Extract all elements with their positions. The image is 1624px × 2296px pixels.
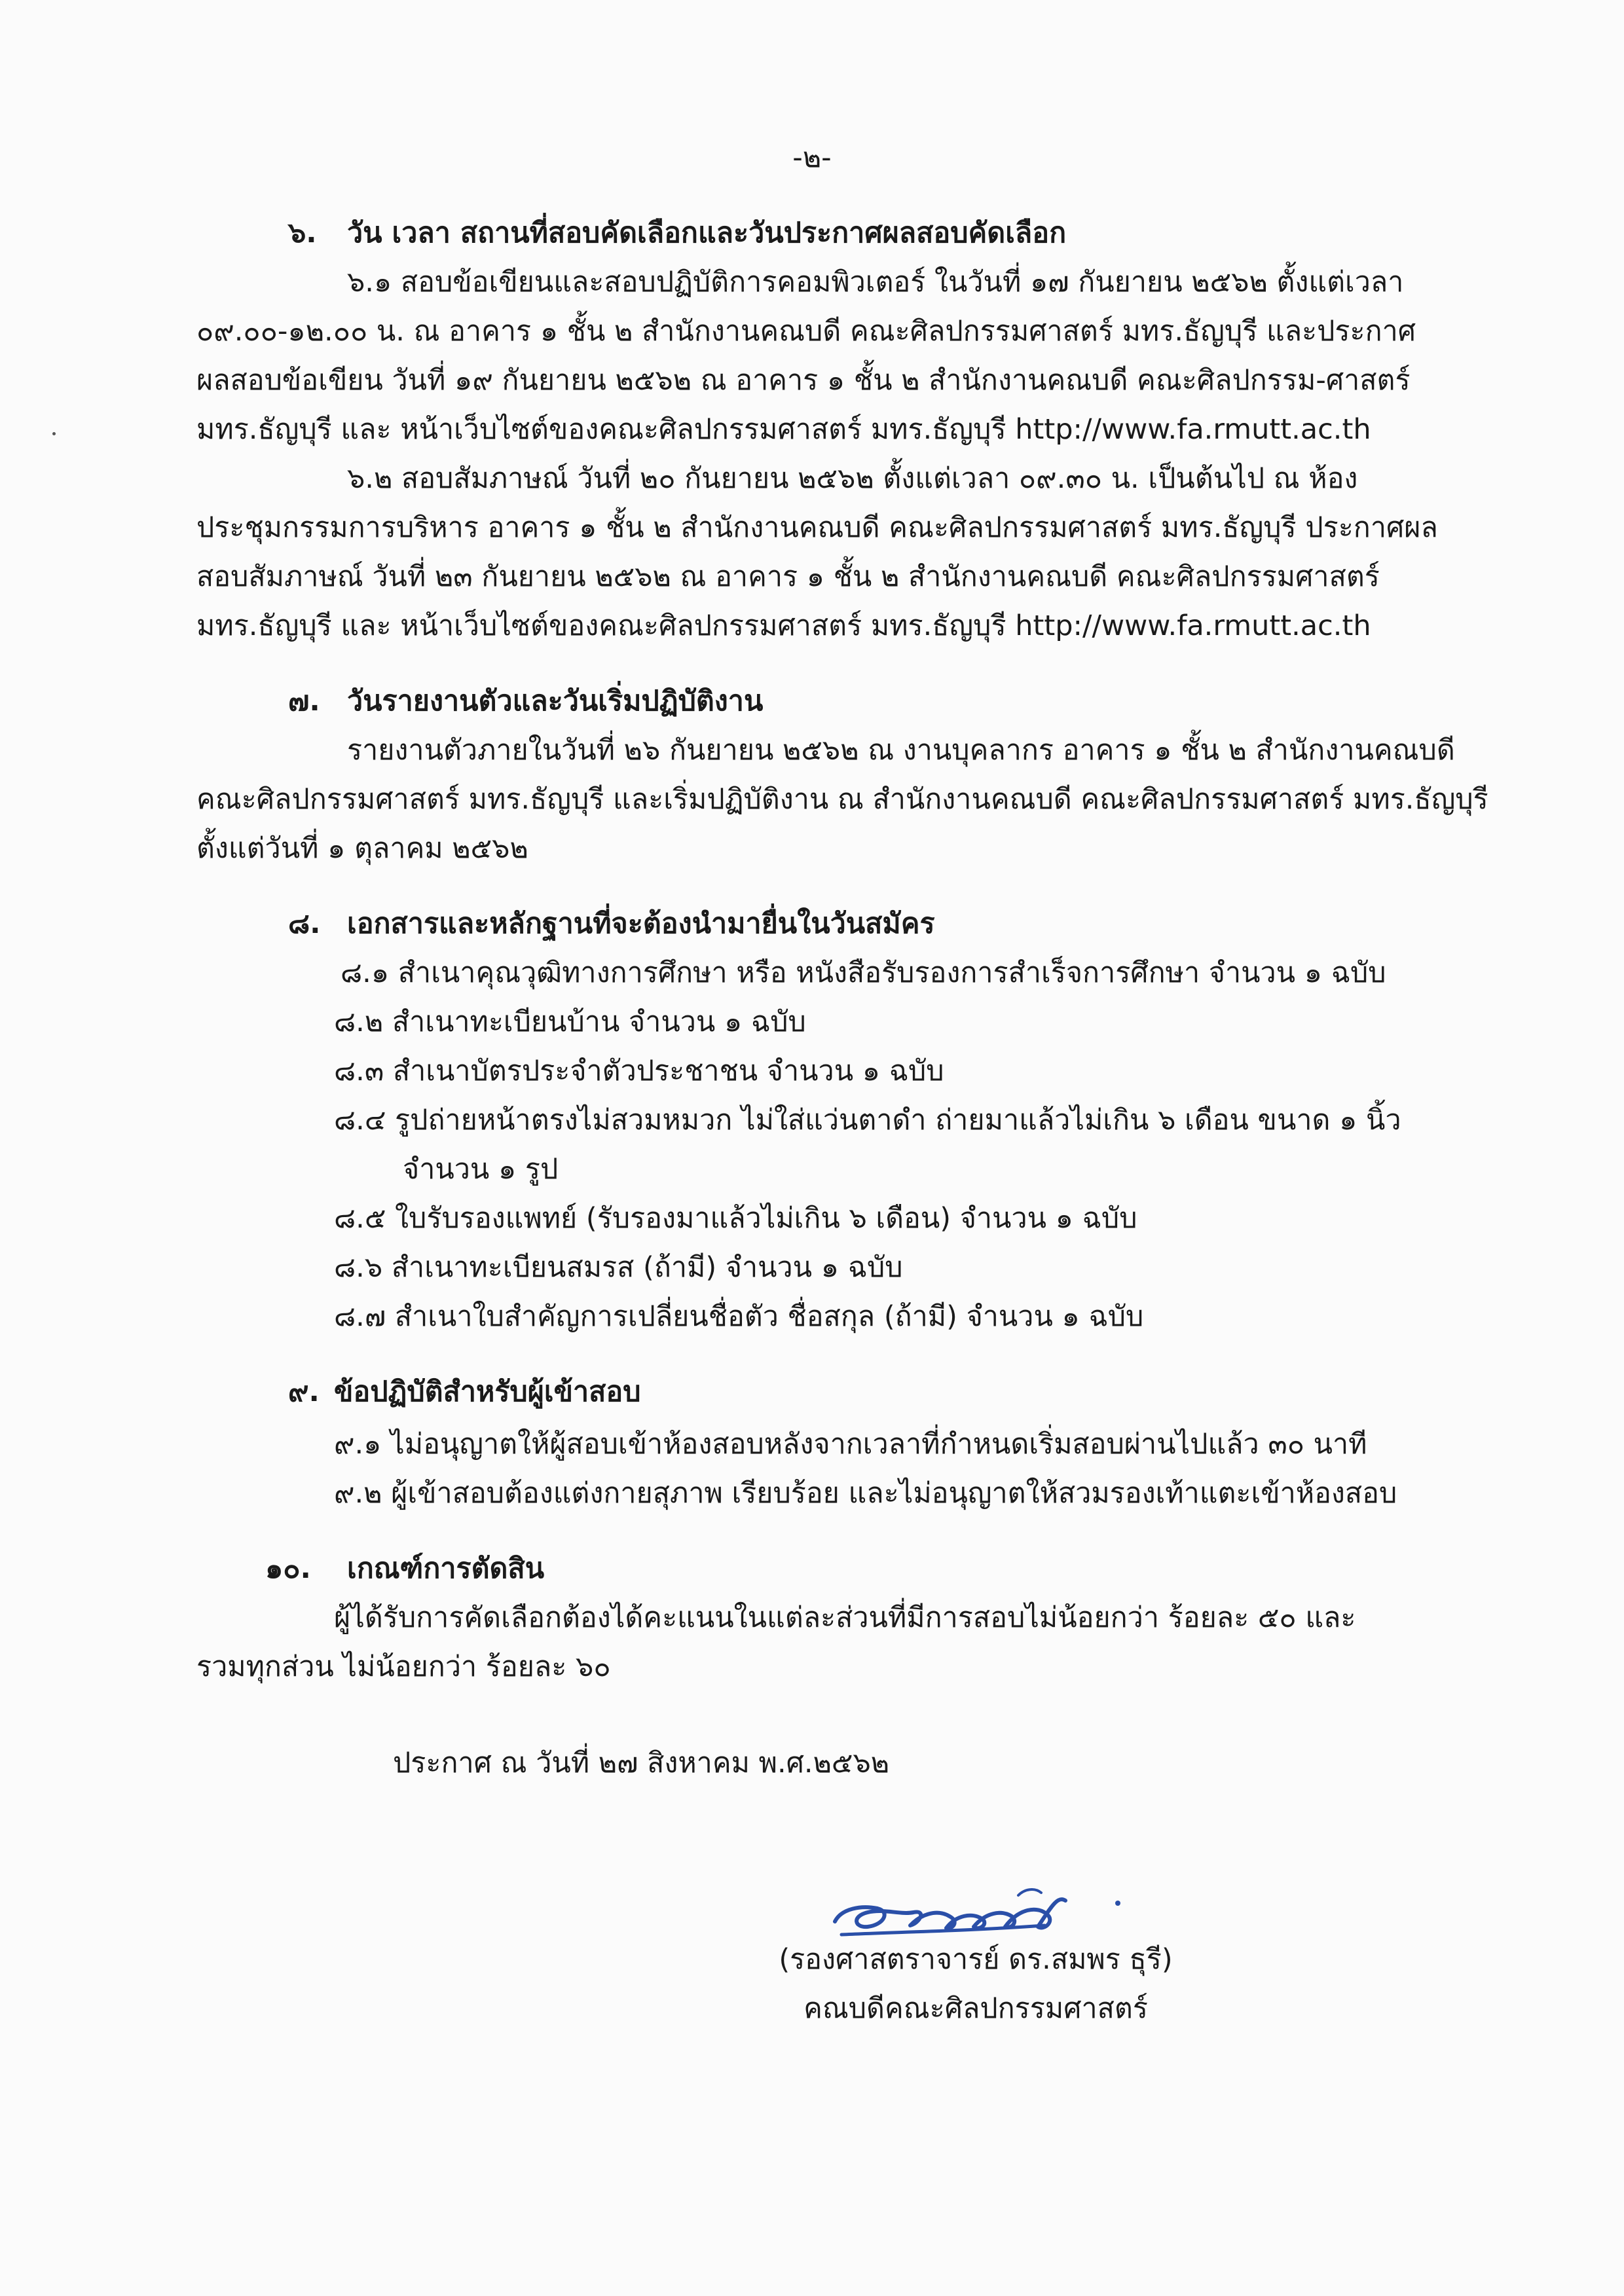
section-8-item: ๘.๔ รูปถ่ายหน้าตรงไม่สวมหมวก ไม่ใส่แว่นตาดำ ถ่ายมาแล้วไม่เกิน ๖ เดือน ขนาด ๑ นิ้ว [334,1104,1401,1137]
section-8-item: ๘.๕ ใบรับรองแพทย์ (รับรองมาแล้วไม่เกิน ๖ เดือน) จำนวน ๑ ฉบับ [334,1202,1137,1235]
section-8-item: ๘.๓ สำเนาบัตรประจำตัวประชาชน จำนวน ๑ ฉบับ [334,1055,944,1087]
section-7-number: ๗. [288,685,320,718]
section-10-number: ๑๐. [265,1552,311,1585]
section-9-title: ข้อปฏิบัติสำหรับผู้เข้าสอบ [334,1376,641,1408]
section-8-number: ๘. [288,907,321,940]
section-8-item: ๘.๖ สำเนาทะเบียนสมรส (ถ้ามี) จำนวน ๑ ฉบับ [334,1251,903,1284]
scan-speck [52,432,56,435]
section-10-line: ผู้ได้รับการคัดเลือกต้องได้คะแนนในแต่ละส่วนที่มีการสอบไม่น้อยกว่า ร้อยละ ๕๐ และ [334,1601,1356,1634]
section-6-2-line: ประชุมกรรมการบริหาร อาคาร ๑ ชั้น ๒ สำนักงานคณบดี คณะศิลปกรรมศาสตร์ มทร.ธัญบุรี ประกาศผล [196,511,1438,544]
section-6-1-line: ๖.๑ สอบข้อเขียนและสอบปฏิบัติการคอมพิวเตอร์ ในวันที่ ๑๗ กันยายน ๒๕๖๒ ตั้งแต่เวลา [347,266,1404,299]
section-7-title: วันรายงานตัวและวันเริ่มปฏิบัติงาน [347,685,764,718]
announcement-date: ประกาศ ณ วันที่ ๒๗ สิงหาคม พ.ศ.๒๕๖๒ [393,1747,890,1779]
section-10-title: เกณฑ์การตัดสิน [347,1552,545,1585]
section-9-item: ๙.๑ ไม่อนุญาตให้ผู้สอบเข้าห้องสอบหลังจากเวลาที่กำหนดเริ่มสอบผ่านไปแล้ว ๓๐ นาที [334,1428,1367,1461]
section-8-title: เอกสารและหลักฐานที่จะต้องนำมายื่นในวันสมัคร [347,907,935,940]
section-9-item: ๙.๒ ผู้เข้าสอบต้องแต่งกายสุภาพ เรียบร้อย และไม่อนุญาตให้สวมรองเท้าแตะเข้าห้องสอบ [334,1477,1397,1510]
page-number: -๒- [792,141,832,174]
section-6-1-line: ๐๙.๐๐-๑๒.๐๐ น. ณ อาคาร ๑ ชั้น ๒ สำนักงานคณบดี คณะศิลปกรรมศาสตร์ มทร.ธัญบุรี และประกาศ [196,315,1416,348]
section-6-2-line: มทร.ธัญบุรี และ หน้าเว็บไซต์ของคณะศิลปกรรมศาสตร์ มทร.ธัญบุรี http://www.fa.rmutt.ac.th [196,610,1371,642]
section-9-number: ๙. [288,1376,320,1408]
section-6-title: วัน เวลา สถานที่สอบคัดเลือกและวันประกาศผลสอบคัดเลือก [347,217,1067,249]
signer-position: คณบดีคณะศิลปกรรมศาสตร์ [803,1992,1148,2025]
section-6-2-line: สอบสัมภาษณ์ วันที่ ๒๓ กันยายน ๒๕๖๒ ณ อาคาร ๑ ชั้น ๒ สำนักงานคณบดี คณะศิลปกรรมศาสตร์ [196,560,1380,593]
section-6-1-line: มทร.ธัญบุรี และ หน้าเว็บไซต์ของคณะศิลปกรรมศาสตร์ มทร.ธัญบุรี http://www.fa.rmutt.ac.th [196,413,1371,446]
section-8-item: ๘.๒ สำเนาทะเบียนบ้าน จำนวน ๑ ฉบับ [334,1006,806,1038]
signer-name: (รองศาสตราจารย์ ดร.สมพร ธุรี) [779,1943,1173,1976]
section-6-2-line: ๖.๒ สอบสัมภาษณ์ วันที่ ๒๐ กันยายน ๒๕๖๒ ตั้งแต่เวลา ๐๙.๓๐ น. เป็นต้นไป ณ ห้อง [347,462,1358,495]
section-7-line: คณะศิลปกรรมศาสตร์ มทร.ธัญบุรี และเริ่มปฏิบัติงาน ณ สำนักงานคณบดี คณะศิลปกรรมศาสตร์ มทร.ธัญบุรี [196,783,1488,816]
section-8-item: ๘.๗ สำเนาใบสำคัญการเปลี่ยนชื่อตัว ชื่อสกุล (ถ้ามี) จำนวน ๑ ฉบับ [334,1300,1144,1333]
section-7-line: รายงานตัวภายในวันที่ ๒๖ กันยายน ๒๕๖๒ ณ งานบุคลากร อาคาร ๑ ชั้น ๒ สำนักงานคณบดี [347,734,1455,767]
section-10-line: รวมทุกส่วน ไม่น้อยกว่า ร้อยละ ๖๐ [196,1650,611,1683]
section-6-1-line: ผลสอบข้อเขียน วันที่ ๑๙ กันยายน ๒๕๖๒ ณ อาคาร ๑ ชั้น ๒ สำนักงานคณบดี คณะศิลปกรรม-ศาสตร์ [196,364,1411,397]
section-7-line: ตั้งแต่วันที่ ๑ ตุลาคม ๒๕๖๒ [196,832,528,865]
section-8-item: ๘.๑ สำเนาคุณวุฒิทางการศึกษา หรือ หนังสือรับรองการสำเร็จการศึกษา จำนวน ๑ ฉบับ [341,957,1386,989]
section-8-item-continuation: จำนวน ๑ รูป [403,1153,559,1186]
section-6-number: ๖. [288,217,317,249]
